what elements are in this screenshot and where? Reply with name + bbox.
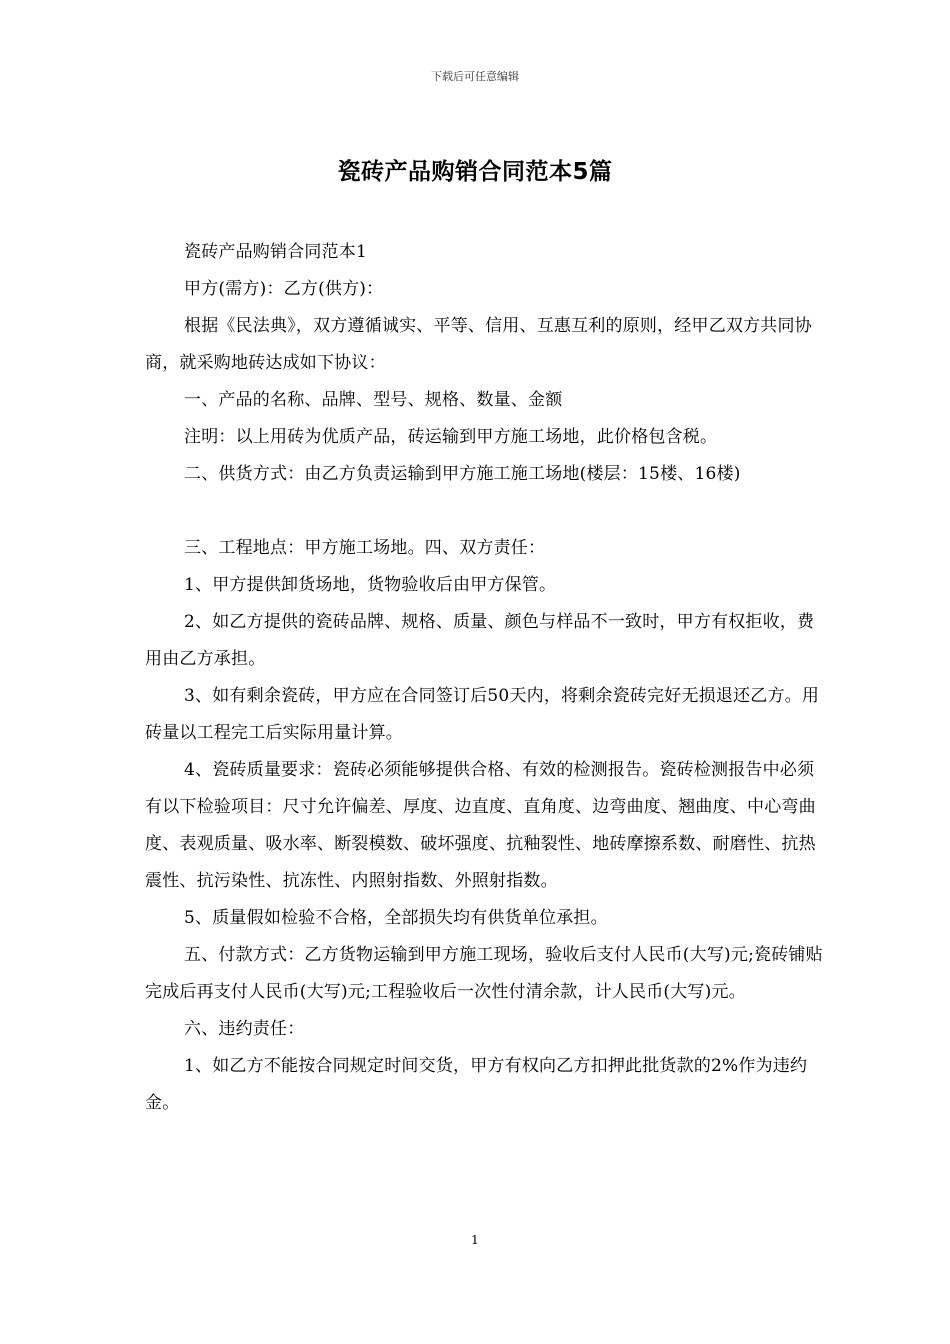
paragraph: 注明：以上用砖为优质产品，砖运输到甲方施工场地，此价格包含税。 xyxy=(184,427,718,447)
paragraph: 1、甲方提供卸货场地，货物验收后由甲方保管。 xyxy=(184,575,557,595)
header-note: 下载后可任意编辑 xyxy=(431,70,519,83)
paragraph: 1、如乙方不能按合同规定时间交货，甲方有权向乙方扣押此批货款的2%作为违约金。 xyxy=(145,1056,808,1113)
paragraph: 六、违约责任： xyxy=(184,1019,305,1039)
paragraph: 5、质量假如检验不合格，全部损失均有供货单位承担。 xyxy=(184,908,608,928)
document-title: 瓷砖产品购销合同范本5篇 xyxy=(337,159,613,185)
paragraph: 甲方(需方)：乙方(供方)： xyxy=(184,279,384,299)
paragraph: 五、付款方式：乙方货物运输到甲方施工现场，验收后支付人民币(大写)元;瓷砖铺贴完成后再支付人民币(大写)元;工程验收后一次性付清余款，计人民币(大写)元。 xyxy=(145,945,823,1002)
paragraph: 瓷砖产品购销合同范本1 xyxy=(184,242,368,262)
paragraph: 一、产品的名称、品牌、型号、规格、数量、金额 xyxy=(184,390,563,410)
document-body xyxy=(145,234,825,1122)
blank-line xyxy=(145,493,825,530)
paragraph: 二、供货方式：由乙方负责运输到甲方施工施工场地(楼层：15楼、16楼) xyxy=(184,464,741,484)
paragraph: 根据《民法典》，双方遵循诚实、平等、信用、互惠互利的原则，经甲乙双方共同协商，就采购地砖达成如下协议： xyxy=(145,316,812,373)
paragraph: 4、瓷砖质量要求：瓷砖必须能够提供合格、有效的检测报告。瓷砖检测报告中必须有以下检验项目：尺寸允许偏差、厚度、边直度、直角度、边弯曲度、翘曲度、中心弯曲度、表观质量、吸水率、断裂模数、破坏强度、抗釉裂性、地砖摩擦系数、耐磨性、抗热震性、抗污染性、抗冻性、内照射指数、外照射指数。 xyxy=(145,760,816,891)
paragraph: 2、如乙方提供的瓷砖品牌、规格、质量、颜色与样品不一致时，甲方有权拒收，费用由乙方承担。 xyxy=(145,612,815,669)
paragraph: 3、如有剩余瓷砖，甲方应在合同签订后50天内，将剩余瓷砖完好无损退还乙方。用砖量以工程完工后实际用量计算。 xyxy=(145,686,820,743)
page-number: 1 xyxy=(471,1233,479,1247)
paragraph: 三、工程地点：甲方施工场地。四、双方责任： xyxy=(184,538,546,558)
